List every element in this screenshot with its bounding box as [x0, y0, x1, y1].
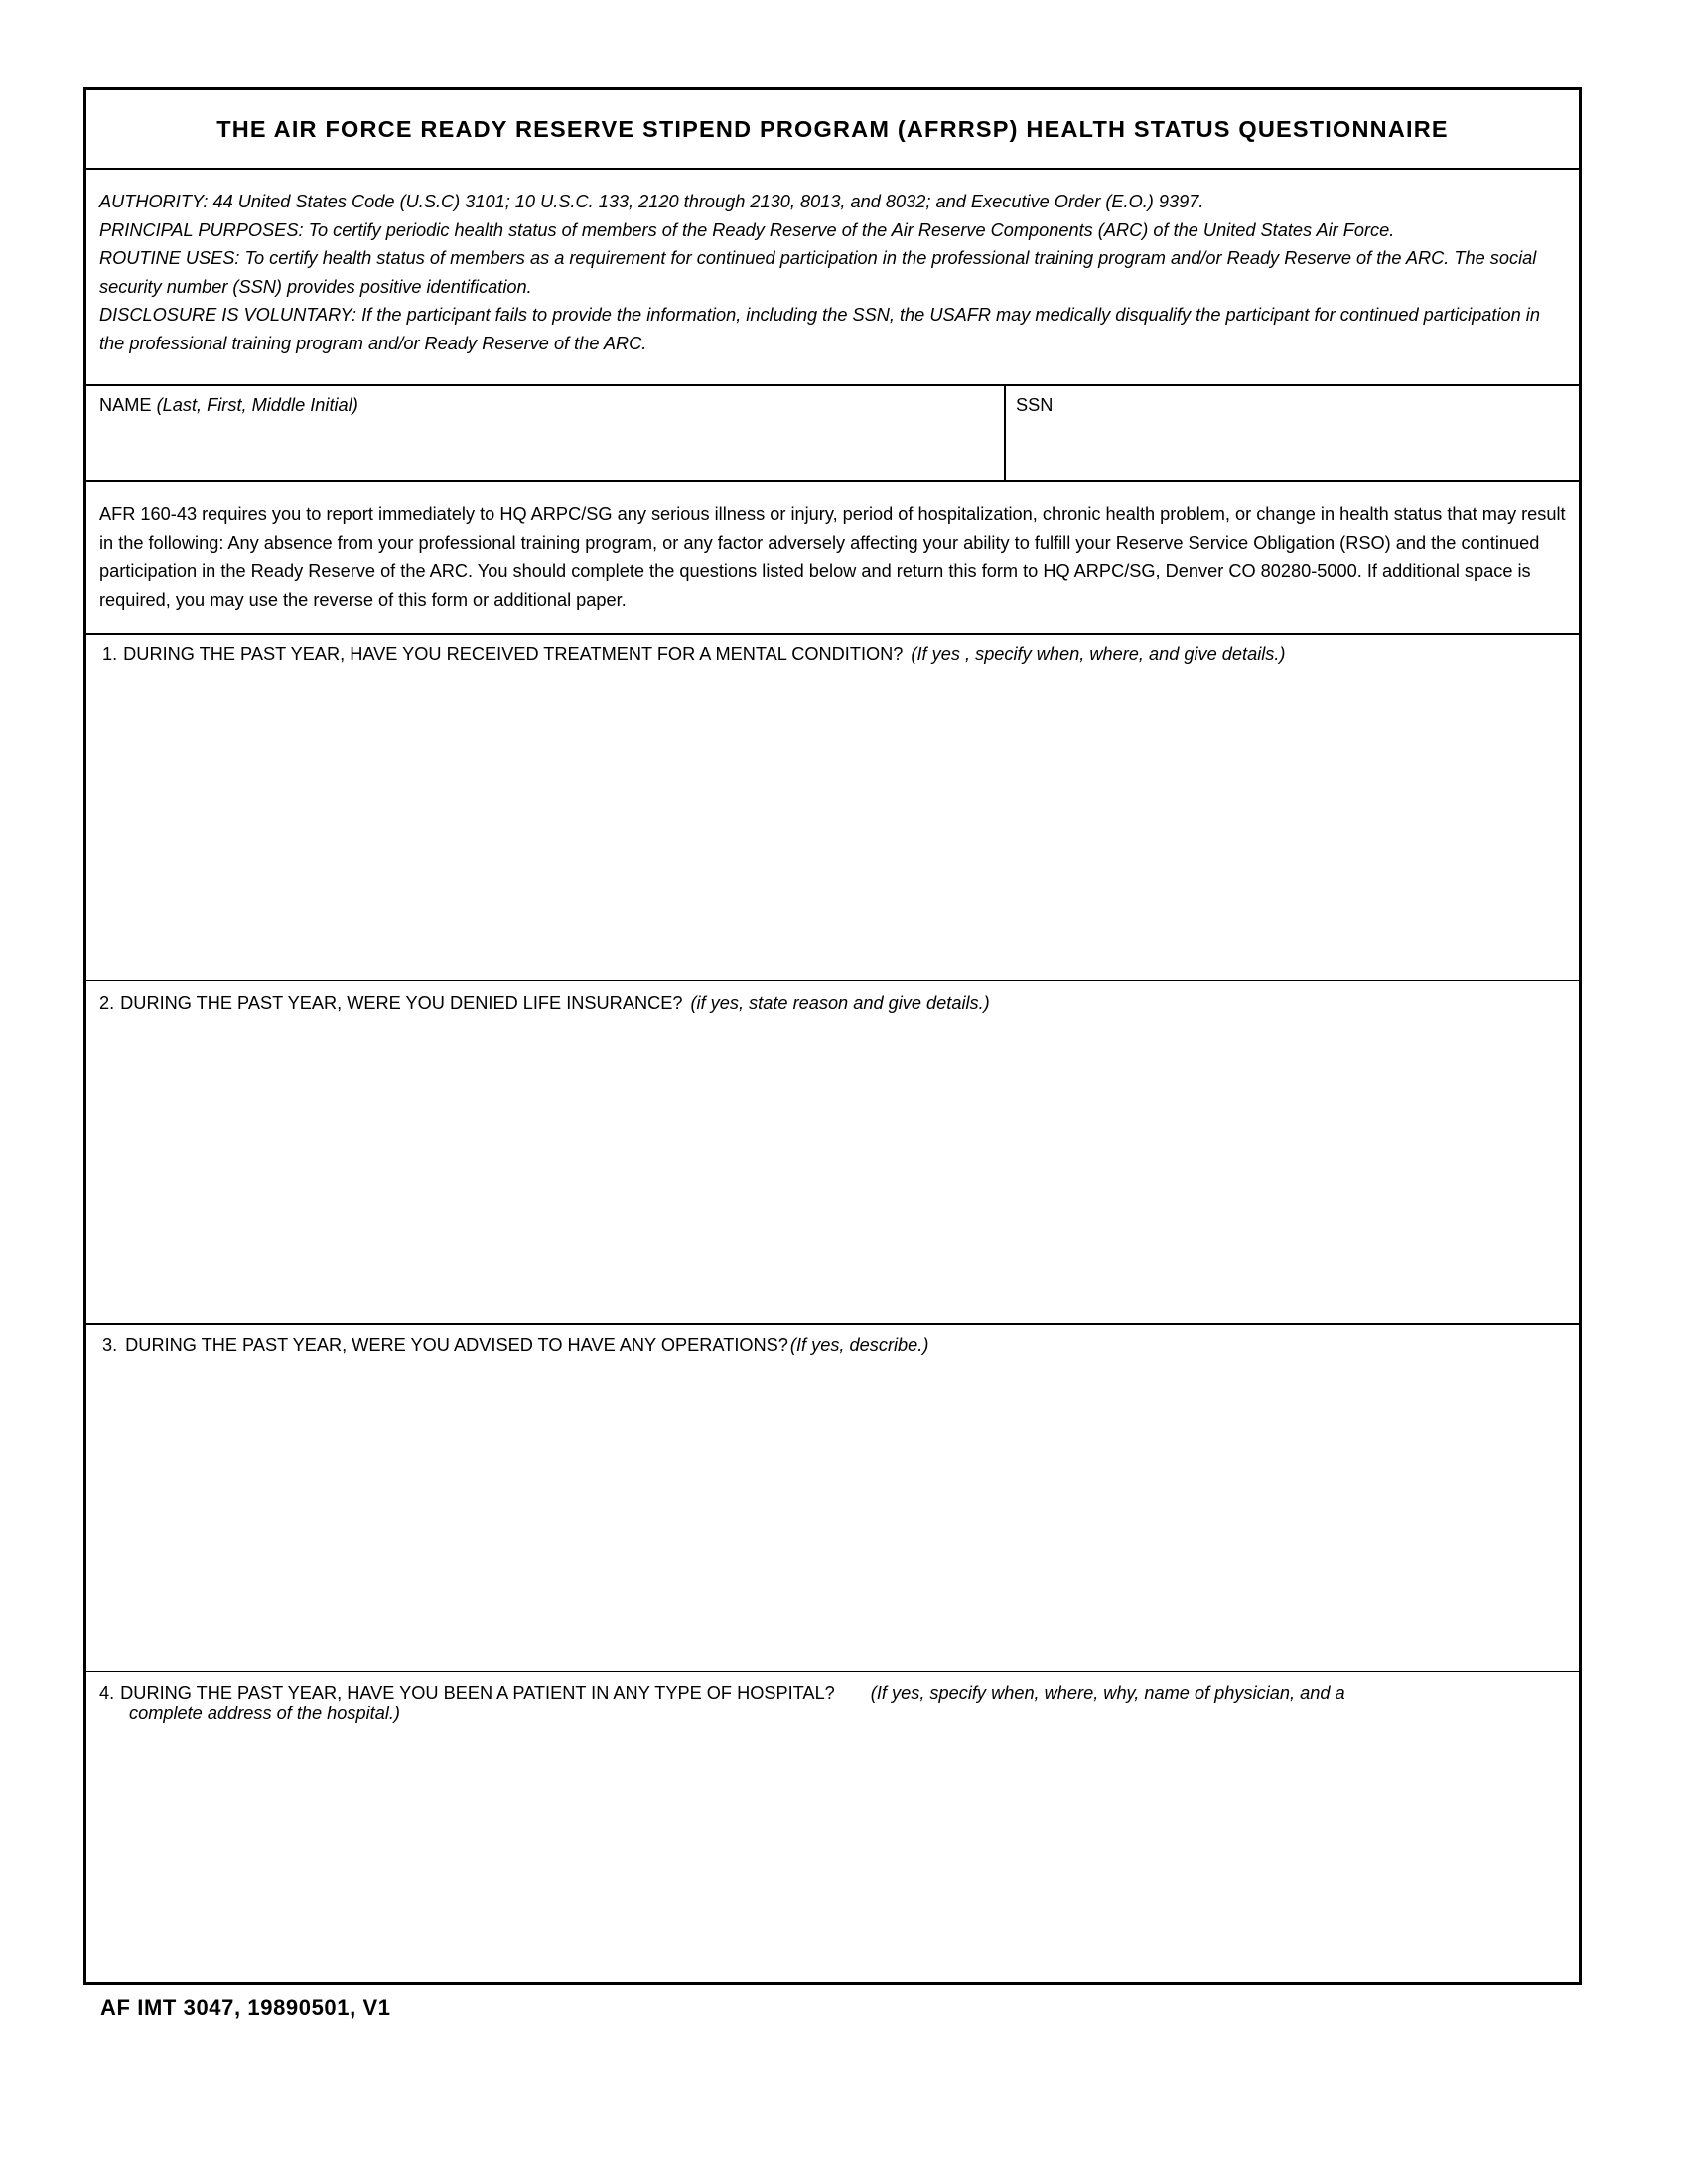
question-4-answer[interactable]	[88, 1711, 1577, 1980]
authority-text: AUTHORITY: 44 United States Code (U.S.C) 3101; 10 U.S.C. 133, 2120 through 2130, 8013, and 8032; and Executive Order (E.O.) 9397.	[99, 192, 1204, 211]
question-2	[86, 981, 1579, 1325]
question-detail: (If yes , specify when, where, and give details.)	[911, 644, 1286, 664]
question-1	[86, 635, 1579, 981]
question-number: 4.	[99, 1683, 115, 1703]
question-detail: (if yes, state reason and give details.)	[690, 993, 990, 1013]
ssn-label: SSN	[1016, 395, 1054, 415]
question-3-answer[interactable]	[88, 1365, 1577, 1669]
routine-uses-text: ROUTINE USES: To certify health status of members as a requirement for continued participation in the professional training program and/or Ready Reserve of the ARC. The social security number (SSN) provides positive identification.	[99, 248, 1537, 297]
question-text: DURING THE PAST YEAR, HAVE YOU BEEN A PATIENT IN ANY TYPE OF HOSPITAL?	[120, 1683, 835, 1703]
question-text: DURING THE PAST YEAR, HAVE YOU RECEIVED TREATMENT FOR A MENTAL CONDITION?	[123, 644, 904, 664]
privacy-act-statement	[86, 168, 1579, 386]
question-number: 2.	[99, 993, 115, 1013]
question-detail: (If yes, specify when, where, why, name of physician, and a	[870, 1683, 1345, 1703]
identification-row	[86, 386, 1579, 482]
question-text: DURING THE PAST YEAR, WERE YOU DENIED LIFE INSURANCE?	[120, 993, 683, 1013]
question-text: DURING THE PAST YEAR, WERE YOU ADVISED TO HAVE ANY OPERATIONS?	[125, 1335, 788, 1355]
question-detail: (If yes, describe.)	[789, 1335, 929, 1355]
name-label: NAME	[99, 395, 152, 415]
name-field[interactable]	[86, 386, 1006, 480]
disclosure-text: DISCLOSURE IS VOLUNTARY: If the participant fails to provide the information, including the SSN, the USAFR may medically disqualify the participant for continued participation in the professional training program and/or Ready Reserve of the ARC.	[99, 305, 1540, 353]
reporting-notice: AFR 160-43 requires you to report immediately to HQ ARPC/SG any serious illness or injury, period of hospitalization, chronic health problem, or change in health status that may result in the following: Any absence from your professional training program, or any factor adversely affecting your ability to fulfill your Reserve Service Obligation (RSO) and the continued participation in the Ready Reserve of the ARC. You should complete the questions listed below and return this form to HQ ARPC/SG, Denver CO 80280-5000. If additional space is required, you may use the reverse of this form or additional paper.	[86, 480, 1579, 635]
question-detail-continued: complete address of the hospital.)	[129, 1704, 400, 1723]
name-hint: (Last, First, Middle Initial)	[156, 395, 358, 415]
form-identifier: AF IMT 3047, 19890501, V1	[100, 1995, 391, 2020]
question-1-answer[interactable]	[88, 675, 1577, 978]
form-title: THE AIR FORCE READY RESERVE STIPEND PROGRAM (AFRRSP) HEALTH STATUS QUESTIONNAIRE	[216, 115, 1449, 142]
principal-purposes-text: PRINCIPAL PURPOSES: To certify periodic health status of members of the Ready Reserve of the Air Reserve Components (ARC) of the United States Air Force.	[99, 219, 1395, 240]
question-number: 1.	[102, 644, 118, 664]
questionnaire-form	[83, 87, 1582, 1985]
question-number: 3.	[102, 1335, 118, 1355]
title-row	[86, 90, 1579, 170]
question-4	[86, 1672, 1579, 1982]
question-3	[86, 1325, 1579, 1672]
question-2-answer[interactable]	[88, 1021, 1577, 1321]
